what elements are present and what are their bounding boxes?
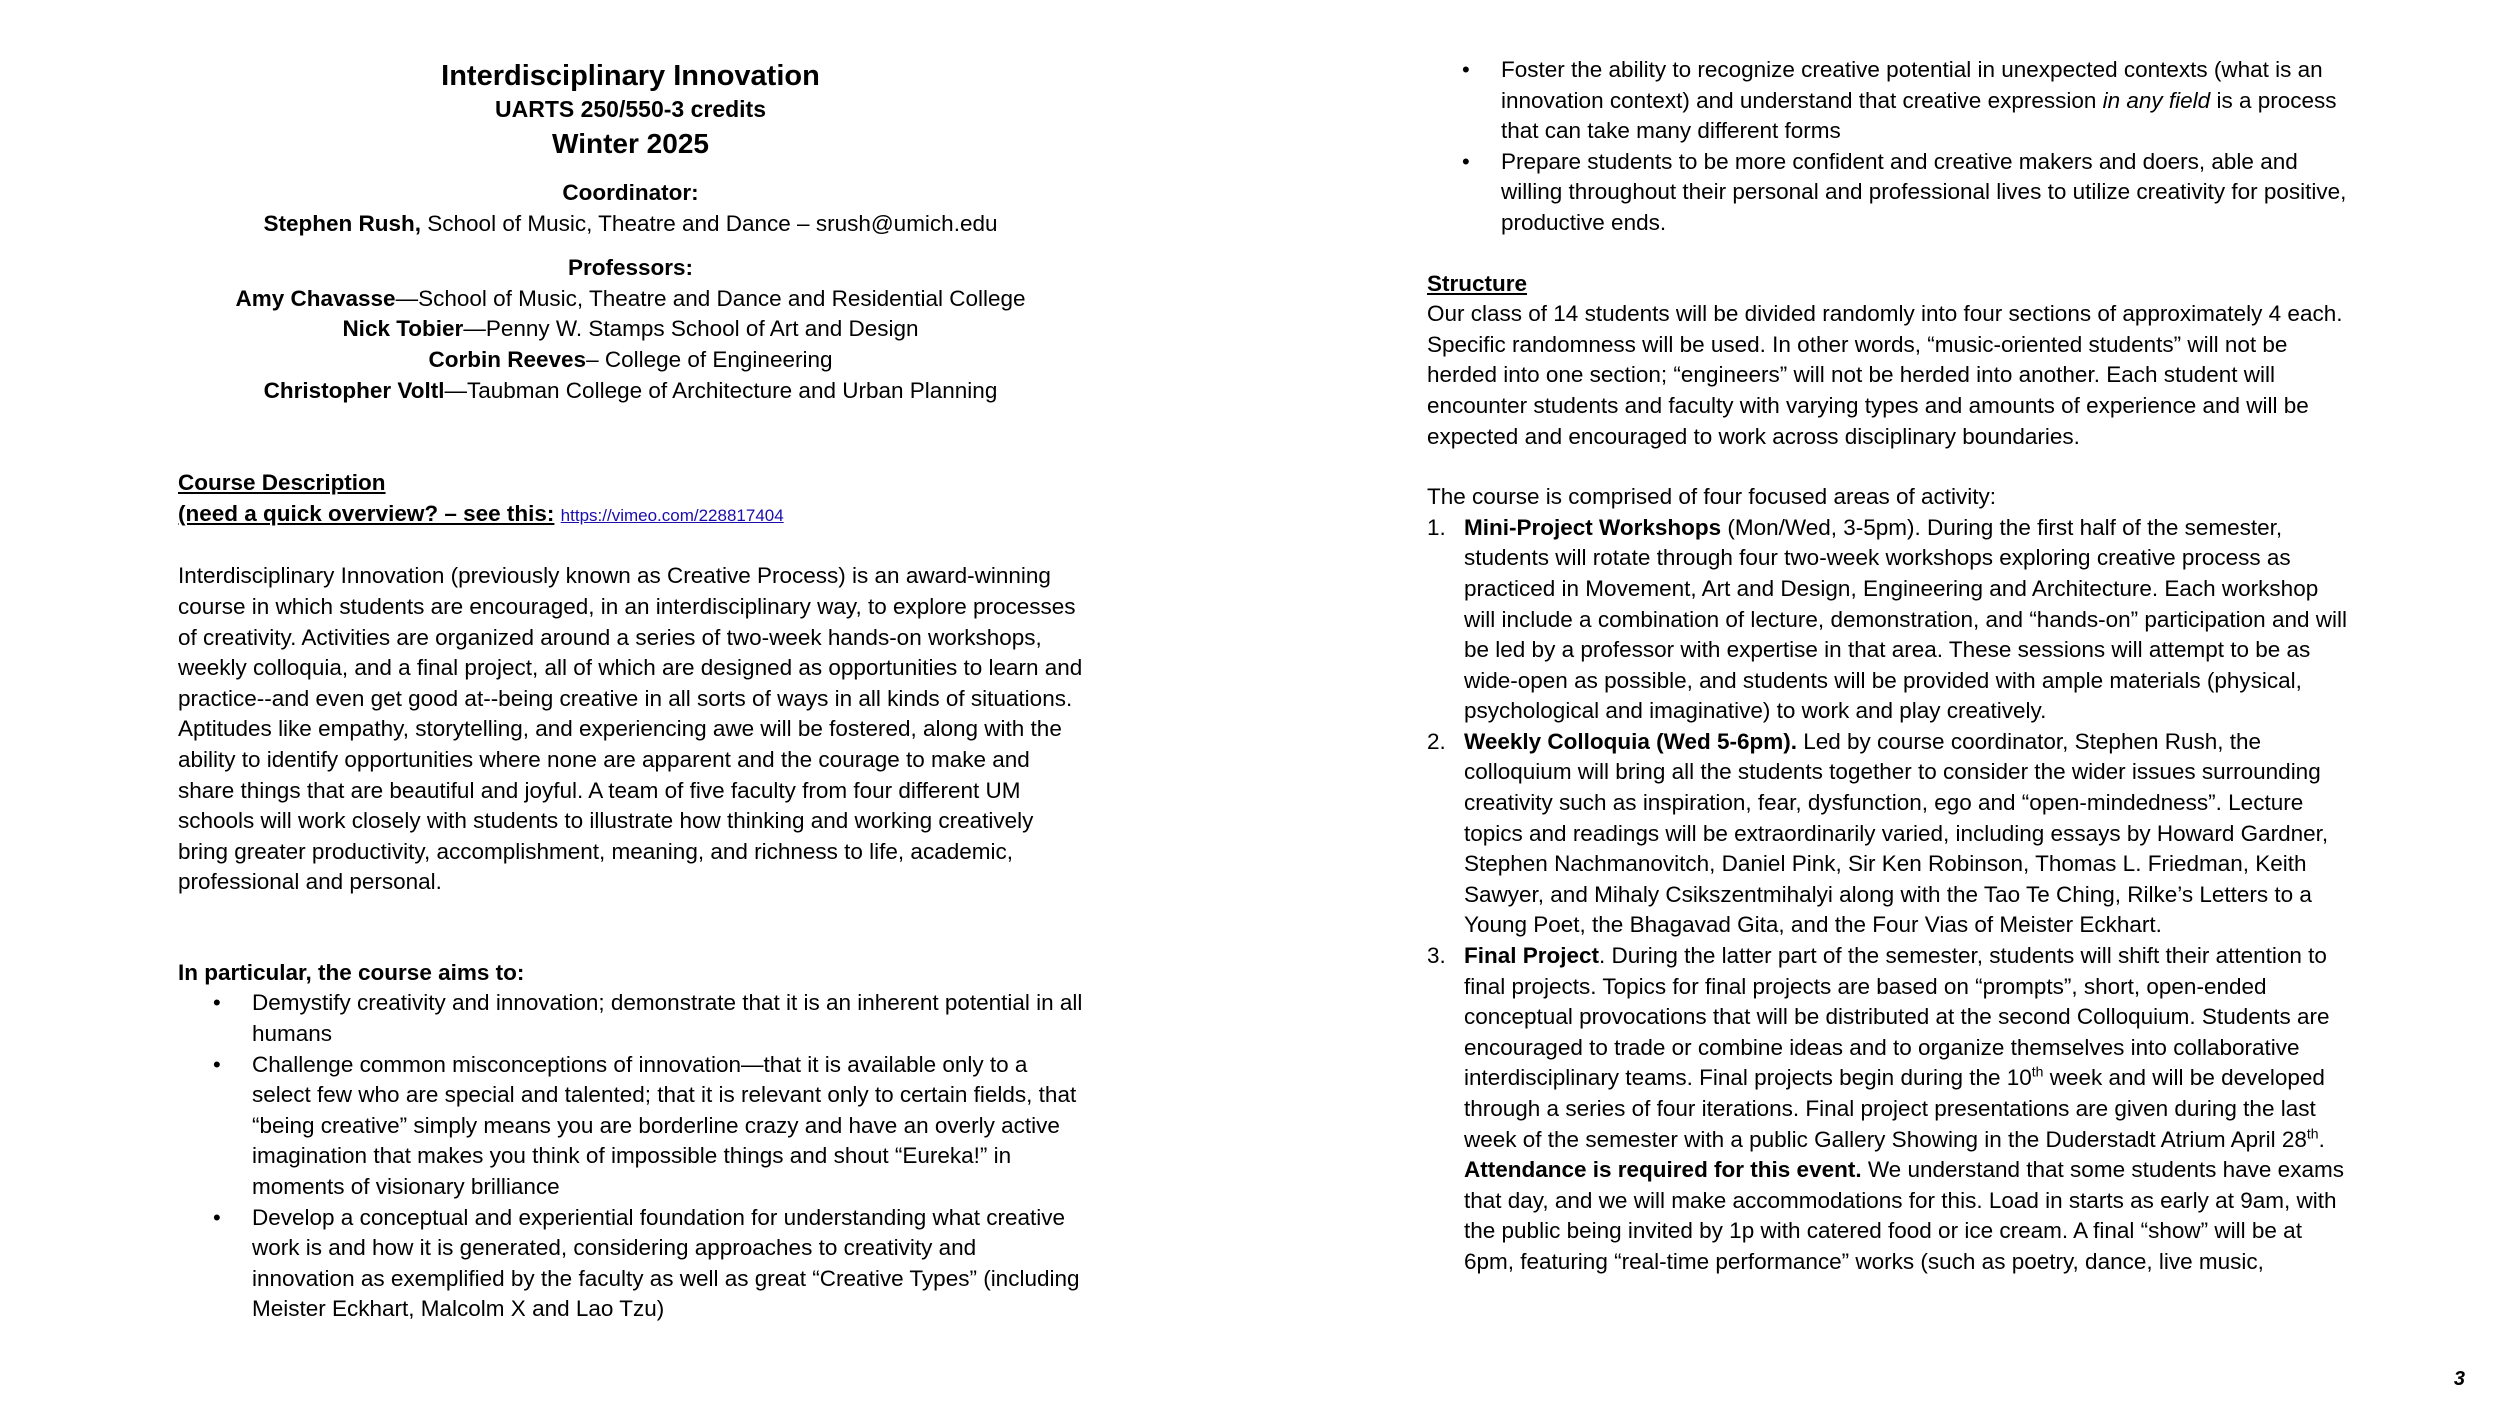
right-column (1427, 0, 2347, 1278)
professors-heading: Professors: (567, 255, 694, 281)
structure-intro: The course is comprised of four focused areas of activity: (1427, 484, 1997, 510)
structure-heading: Structure (1427, 270, 1528, 296)
coordinator-name: Stephen Rush, (263, 210, 422, 236)
course-description-section (178, 468, 1083, 898)
coordinator-heading: Coordinator: (562, 180, 699, 205)
overview-link[interactable]: https://vimeo.com/228817404 (560, 505, 784, 525)
overview-line (178, 499, 1083, 532)
page-number: 3 (2453, 1368, 2465, 1390)
list-item: • Foster the ability to recognize creative potential in unexpected contexts (what is an innovation context) and understand that creative expression in any field is a process that can take many different forms (1427, 55, 2347, 147)
structure-body: Our class of 14 students will be divided randomly into four sections of approximately 4 each. Specific randomness will be used. In other words, “music-oriented students” will not be herded into one section; “engineers” will not be herded into another. Each student will encounter students and faculty with varying types and amounts of experience and will be expected and encouraged to work across disciplinary boundaries. (1427, 301, 2343, 449)
course-title: Interdisciplinary Innovation (441, 60, 820, 92)
aims-list (178, 988, 1083, 1325)
professor-name: Nick Tobier (342, 316, 464, 342)
activity-list (1427, 513, 2347, 1278)
professors-block (178, 253, 1083, 406)
aims-list-continued (1427, 55, 2347, 239)
course-code: UARTS 250/550-3 credits (494, 96, 766, 122)
professor-line (178, 376, 1083, 407)
course-term: Winter 2025 (552, 128, 709, 159)
professor-name: Amy Chavasse (235, 285, 396, 311)
aims-section (178, 958, 1083, 1325)
course-description-body: Interdisciplinary Innovation (previously known as Creative Process) is an award-winning course in which students are encouraged, in an interdisciplinary way, to explore processes of creativity. Activities are organized around a series of two-week hands-on workshops, weekly colloquia, and a final project, all of which are designed as opportunities to learn and practice--and even get good at--being creative in all sorts of ways in all kinds of situations. Aptitudes like empathy, storytelling, and experiencing awe will be fostered, along with the ability to identify opportunities where none are apparent and the courage to make and share things that are beautiful and joyful. A team of five faculty from four different UM schools will work closely with students to illustrate how thinking and working creatively bring greater productivity, accomplishment, meaning, and richness to life, academic, professional and personal. (178, 563, 1083, 895)
professor-line (178, 284, 1083, 315)
list-item: 3. Final Project. During the latter part of the semester, students will shift their attention to final projects. Topics for final projects are based on “prompts”, short, open-ended conceptual provocations that will be distributed at the second Colloquium. Students are encouraged to trade or combine ideas and to organize themselves into collaborative interdisciplinary teams. Final projects begin during the 10th week and will be developed through a series of four iterations. Final project presentations are given during the last week of the semester with a public Gallery Showing in the Duderstadt Atrium April 28th. Attendance is required for this event. We understand that some students have exams that day, and we will make accommodations for this. Load in starts as early at 9am, with the public being invited by 1p with catered food or ice cream. A final “show” will be at 6pm, featuring “real-time performance” works (such as poetry, dance, live music, (1427, 943, 2344, 1274)
list-item: • Develop a conceptual and experiential foundation for understanding what creative work is and how it is generated, considering approaches to creativity and innovation as exemplified by the faculty as well as great “Creative Types” (including Meister Eckhart, Malcolm X and Lao Tzu) (178, 1203, 1083, 1325)
professor-affiliation: —Taubman College of Architecture and Urban Planning (444, 377, 998, 403)
professor-affiliation: —School of Music, Theatre and Dance and Residential College (395, 285, 1026, 311)
aims-heading: In particular, the course aims to: (178, 959, 525, 985)
list-item: 2. Weekly Colloquia (Wed 5-6pm). Led by course coordinator, Stephen Rush, the colloquium will bring all the students together to consider the wider issues surrounding creativity such as inspiration, fear, dysfunction, ego and “open-mindedness”. Lecture topics and readings will be extraordinarily varied, including essays by Howard Gardner, Stephen Nachmanovitch, Daniel Pink, Sir Ken Robinson, Thomas L. Friedman, Keith Sawyer, and Mihaly Csikszentmihalyi along with the Tao Te Ching, Rilke’s Letters to a Young Poet, the Bhagavad Gita, and the Four Vias of Meister Eckhart. (1427, 728, 2329, 938)
list-item: 1. Mini-Project Workshops (Mon/Wed, 3-5pm). During the first half of the semester, students will rotate through four two-week workshops exploring creative process as practiced in Movement, Art and Design, Engineering and Architecture. Each workshop will include a combination of lecture, demonstration, and “hands-on” participation and will be led by a professor with expertise in that area. These sessions will attempt to be as wide-open as possible, and students will be provided with ample materials (physical, psychological and imaginative) to work and play creatively. (1427, 514, 2347, 724)
structure-section (1427, 269, 2347, 1278)
coordinator-block (178, 178, 1083, 239)
left-column (178, 0, 1083, 1325)
coordinator-line (178, 209, 1083, 240)
list-item: • Prepare students to be more confident and creative makers and doers, able and willing throughout their personal and professional lives to utilize creativity for positive, productive ends. (1427, 147, 2347, 239)
list-item: • Challenge common misconceptions of innovation—that it is available only to a select few who are special and talented; that it is relevant only to certain fields, that “being creative” simply means you are borderline crazy and have an overly active imagination that makes you think of impossible things and shout “Eureka!” in moments of visionary brilliance (178, 1050, 1083, 1203)
course-description-heading: Course Description (178, 470, 386, 496)
professor-line (178, 345, 1083, 376)
professor-name: Christopher Voltl (263, 377, 445, 403)
professor-affiliation: —Penny W. Stamps School of Art and Design (463, 316, 919, 342)
professor-name: Corbin Reeves (428, 346, 587, 372)
overview-label: (need a quick overview? – see this: (178, 500, 555, 526)
professor-line (178, 314, 1083, 345)
list-item: • Demystify creativity and innovation; demonstrate that it is an inherent potential in all humans (178, 988, 1083, 1049)
coordinator-detail: School of Music, Theatre and Dance – srush@umich.edu (421, 210, 998, 236)
professor-affiliation: – College of Engineering (586, 346, 833, 372)
course-header (178, 58, 1083, 164)
